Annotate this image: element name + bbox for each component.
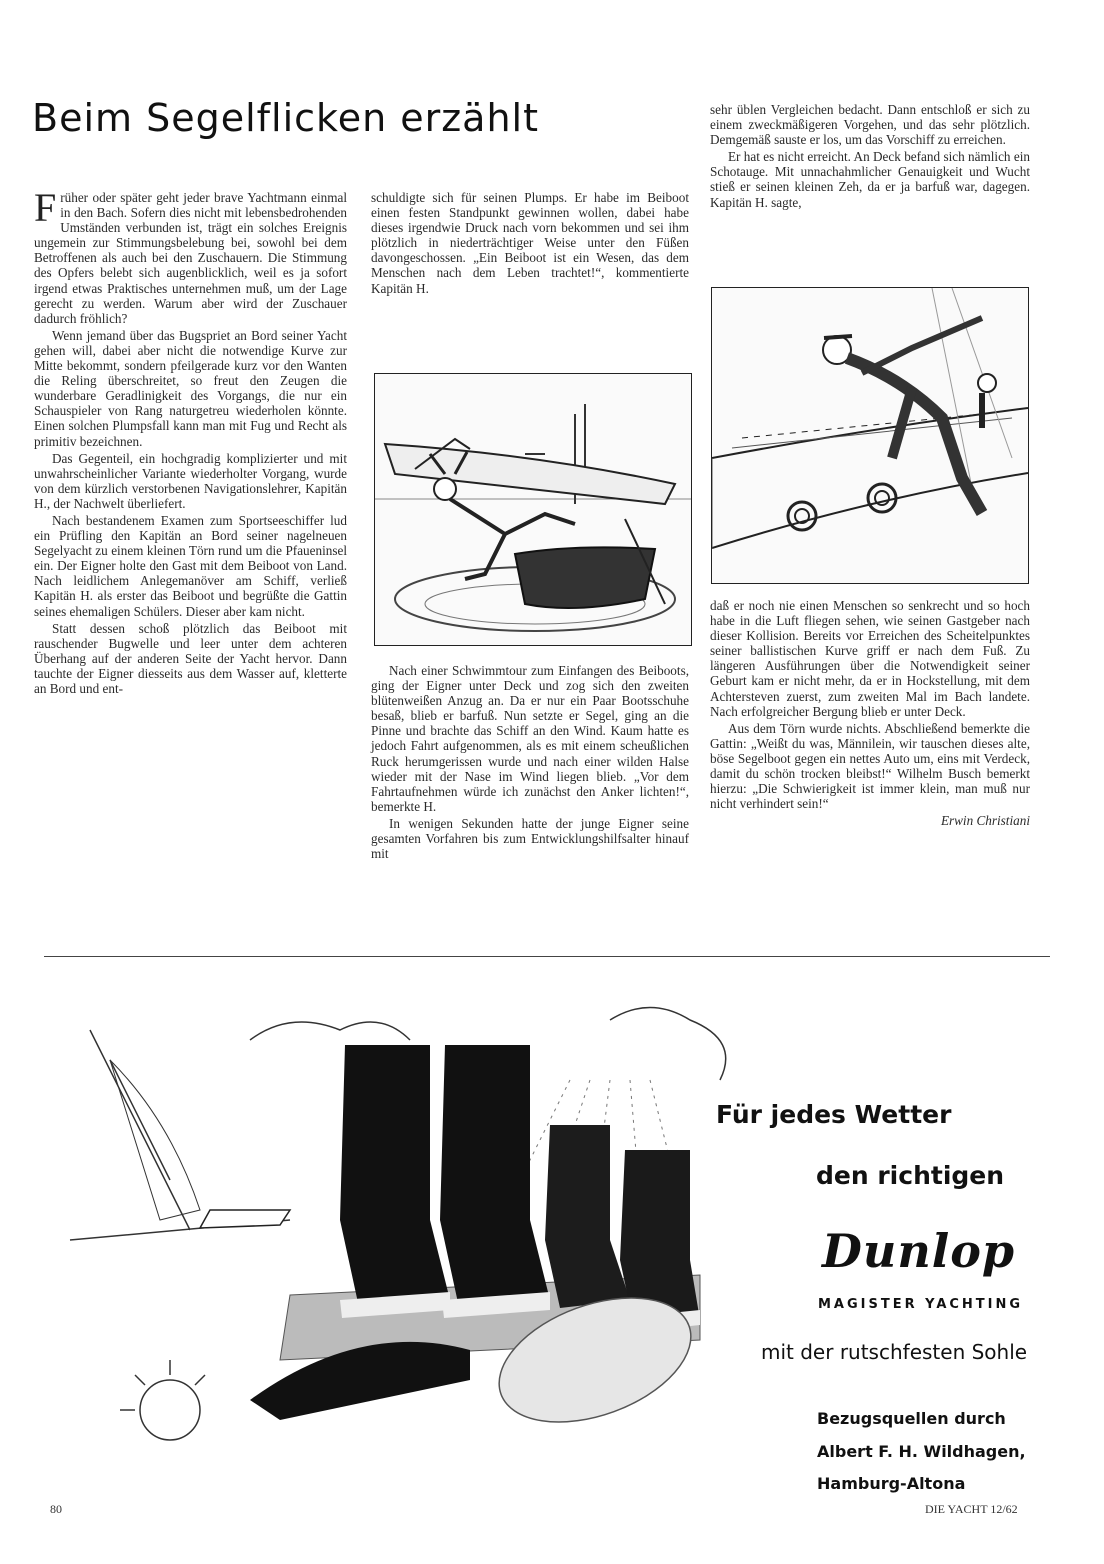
brand-logo: Dunlop xyxy=(822,1224,1016,1278)
paragraph: In wenigen Sekunden hatte der junge Eigner seine gesamten Vorfahren bis zum Entwicklungshilfsalter hinauf mit xyxy=(371,815,689,862)
ad-slogan: mit der rutschfesten Sohle xyxy=(761,1340,1028,1364)
article-column-3-continued xyxy=(710,598,1030,828)
paragraph: Wenn jemand über das Bugspriet an Bord seiner Yacht gehen will, dabei aber nicht die notwendige Kurve zur Mitte bekommt, sondern pfeilgerade kurz vor den Wanten die Reling überschreitet, so freut den Zeugen die wunderbare Geradlinigkeit des Vorgangs, die nur ein Schauspieler von Rang naturgetreu wiederholen könnte. Einen solchen Plumpsfall kann man mit Fug und Recht als primitiv bezeichnen. xyxy=(34,327,347,449)
ad-illustration-boots xyxy=(50,1000,750,1470)
product-name: MAGISTER YACHTING xyxy=(818,1297,1024,1312)
paragraph: sehr üblen Vergleichen bedacht. Dann entschloß er sich zu einem zweckmäßigeren Vorgehen, und das sehr plötzlich. Demgemäß sauste er los, um das Vorschiff zu erreichen. xyxy=(710,102,1030,148)
author-signature: Erwin Christiani xyxy=(940,813,1030,829)
paragraph: Nach einer Schwimmtour zum Einfangen des Beiboots, ging der Eigner unter Deck und zog sich den zweiten blütenweißen Anzug an. Da er nur ein Paar Bootsschuhe besaß, blieb er barfuß. Nun setzte er Segel, ging an die Pinne und brachte das Schiff an den Wind. Kaum hatte es jedoch Fahrt aufgenommen, als es mit einem scheußlichen Ruck herumgerissen wurde und nach einer wilden Halse wieder mit der Nase im Wind liegen blieb. „Vor dem Fahrtaufnehmen würde ich zunächst den Anker lichten!“, bemerkte H. xyxy=(371,663,689,814)
paragraph: Aus dem Törn wurde nichts. Abschließend bemerkte die Gattin: „Weißt du was, Männilein, wir tauschen dieses alte, böse Segelboot gegen ein nettes Auto um, eins mit Verdeck, damit du schön trocken bleibst!“ Wilhelm Busch bemerkt hierzu: „Die Schwierigkeit ist immer klein, man muß nur nicht verhindert sein!“ xyxy=(710,720,1030,812)
article-column-3 xyxy=(710,102,1030,210)
supplier-line-1: Bezugsquellen durch xyxy=(817,1409,1006,1428)
paragraph: schuldigte sich für seinen Plumps. Er habe im Beiboot einen festen Standpunkt gewinnen wollen, dabei habe dieses irgendwie Druck nach vorn bekommen und sei ihm plötzlich in niederträchtiger Weise unter den Füßen davongeschossen. „Ein Beiboot ist ein Wesen, das dem Menschen nach dem Leben trachtet!“, kommentierte Kapitän H. xyxy=(371,190,689,296)
section-divider xyxy=(44,956,1050,957)
publication-footer: DIE YACHT 12/62 xyxy=(925,1502,1018,1516)
drop-cap: F xyxy=(34,185,57,230)
article-column-1 xyxy=(34,185,347,696)
illustration-toe-collision xyxy=(711,287,1029,584)
paragraph: Statt dessen schoß plötzlich das Beiboot mit rauschender Bugwelle und leer unter dem achteren Überhang auf der anderen Seite der Yacht hervor. Dann tauchte der Eigner diesseits aus dem Wasser auf, kletterte an Bord und ent- xyxy=(34,620,347,696)
cartoon-drawing xyxy=(712,288,1028,583)
paragraph: Er hat es nicht erreicht. An Deck befand sich nämlich ein Schotauge. Mit unnachahmlicher Genauigkeit und Wucht stieß er seinen kleinen Zeh, da er ja barfuß war, dagegen. Kapitän H. sagte, xyxy=(710,149,1030,210)
paragraph: Früher oder später geht jeder brave Yachtmann einmal in den Bach. Sofern dies nicht mit lebensbedrohenden Umständen verbunden ist, trägt ein solches Ereignis ungemein zur Stimmungsbelebung bei, sowohl bei dem Betroffenen als auch bei den Zuschauern. Die Stimmung des Opfers belebt sich augenblicklich, weil es ja sofort irgend etwas Praktisches unternehmen muß, um der Lage gerecht zu werden. Warum aber wird der Zuschauer dadurch fröhlich? xyxy=(34,185,347,326)
paragraph: daß er noch nie einen Menschen so senkrecht und so hoch habe in die Luft fliegen sehen, wie seinen Gastgeber nach dieser Kollision. Bereits vor Erreichen des Scheitelpunktes seiner ballistischen Kurve griff er nach dem Fuß. Zu längeren Ausführungen über die Notwendigkeit seiner Geburt kam er nicht mehr, da er in Hockstellung, mit dem Achtersteven zuerst, zum zweiten Mal im Bach landete. Nach erfolgreicher Bergung blieb er unter Deck. xyxy=(710,598,1030,719)
cartoon-drawing xyxy=(375,374,691,645)
article-column-2 xyxy=(371,190,689,296)
article-title: Beim Segelflicken erzählt xyxy=(32,96,540,140)
page-number: 80 xyxy=(50,1502,62,1516)
supplier-line-2: Albert F. H. Wildhagen, xyxy=(817,1442,1026,1461)
supplier-line-3: Hamburg-Altona xyxy=(817,1474,966,1493)
illustration-falling-into-water xyxy=(374,373,692,646)
paragraph: Das Gegenteil, ein hochgradig komplizierter und mit unwahrscheinlicher Variante wiederholter Vorgang, wurde von dem kürzlich verstorbenen Navigationslehrer, Kapitän H., der Nachwelt überliefert. xyxy=(34,450,347,511)
article-column-2-continued xyxy=(371,663,689,861)
ad-headline-1: Für jedes Wetter xyxy=(716,1100,952,1129)
paragraph: Nach bestandenem Examen zum Sportseeschiffer lud ein Prüfling den Kapitän an Bord seiner nagelneuen Segelyacht zu einem kleinen Törn rund um die Pfaueninsel ein. Der Eigner holte den Gast mit dem Beiboot von Land. Nach leidlichem Anlegemanöver am Schiff, verließ Kapitän H. als erster das Beiboot und begrüßte die Gattin seines ehemaligen Schülers. Dieser aber kam nicht. xyxy=(34,512,347,619)
boots-sailboat-drawing xyxy=(50,1000,750,1470)
ad-headline-2: den richtigen xyxy=(816,1161,1005,1190)
